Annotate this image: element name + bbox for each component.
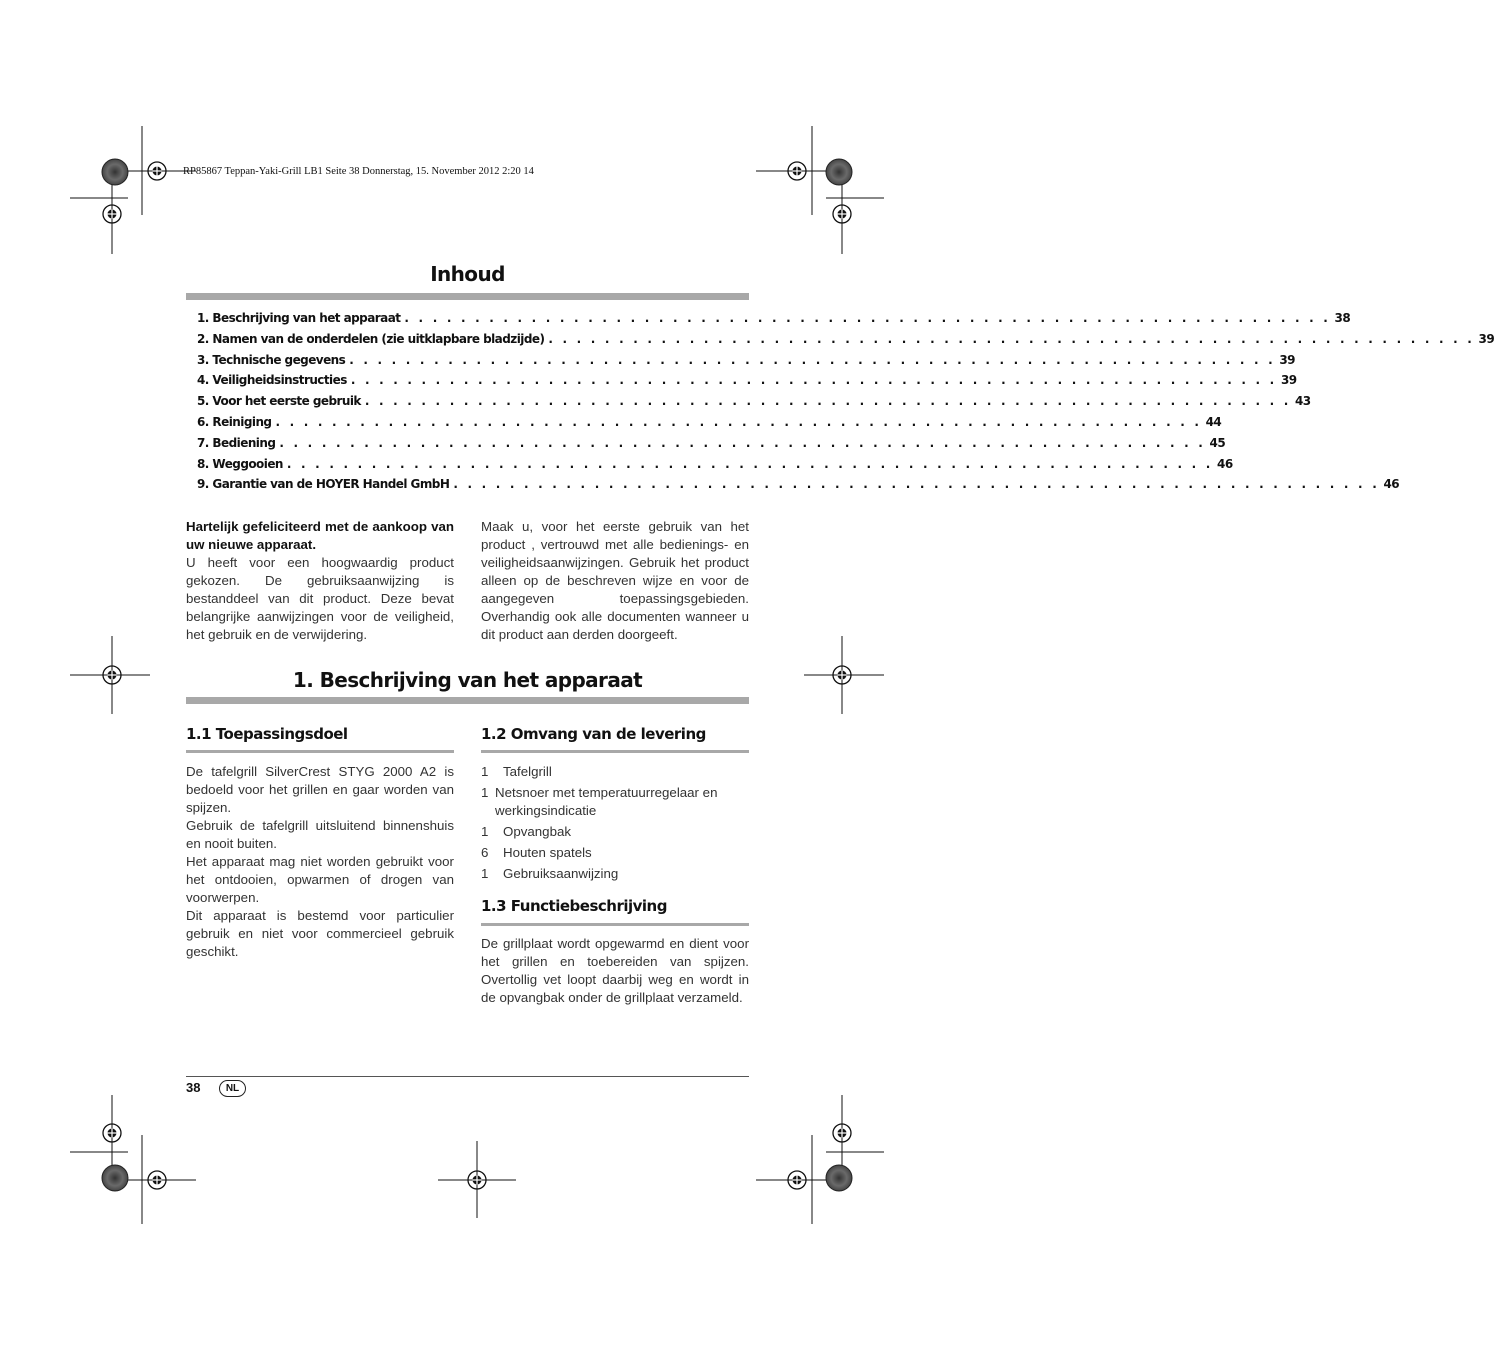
crop-mark-bottom-right <box>756 1095 884 1224</box>
list-item-text: Opvangbak <box>503 824 572 839</box>
toc-title: Inhoud <box>430 262 505 286</box>
toc-entry-label: 4. Veiligheidsinstructies <box>197 373 347 388</box>
list-item <box>481 865 749 883</box>
toc-leader-dots: . . . . . . . . . . . . . . . . . . . . . . . . . . . . . . . . . . . . . . . . . . . . . . . . . . . . . . . . . . . . . . . . . . <box>453 477 1380 492</box>
subsection-bar <box>481 923 749 926</box>
toc-entry-page: 39 <box>1279 352 1295 367</box>
language-badge: NL <box>219 1080 246 1097</box>
crop-mark-top-left <box>70 126 196 254</box>
toc-entry-label: 8. Weggooien <box>197 456 283 471</box>
intro-right-column <box>481 518 749 644</box>
crop-mark-top-right <box>756 126 884 254</box>
intro-heading: Hartelijk gefeliciteerd met de aankoop van uw nieuwe apparaat. <box>186 519 454 552</box>
toc-entry-page: 46 <box>1383 477 1400 492</box>
subsection-bar <box>481 750 749 753</box>
paragraph: Dit apparaat is bestemd voor particulier gebruik en niet voor commercieel gebruik geschikt. <box>186 908 454 959</box>
subsection-bar <box>186 750 454 753</box>
list-item-qty: 1 <box>481 866 489 881</box>
toc-leader-dots: . . . . . . . . . . . . . . . . . . . . . . . . . . . . . . . . . . . . . . . . . . . . . . . . . . . . . . . . . . . . . . . . . . <box>364 394 1291 409</box>
table-of-contents <box>197 311 1494 498</box>
paragraph: Gebruik de tafelgrill uitsluitend binnenshuis en nooit buiten. <box>186 818 454 851</box>
toc-entry[interactable] <box>197 435 1226 457</box>
toc-entry-page: 38 <box>1334 311 1351 325</box>
intro-left-text: U heeft voor een hoogwaardig product gekozen. De gebruiksaanwijzing is bestanddeel van dit product. Deze bevat belangrijke aanwijzingen voor de veiligheid, het gebruik en de verwijdering. <box>186 555 454 642</box>
toc-entry-page: 43 <box>1295 394 1311 409</box>
subsection-title-1-2: 1.2 Omvang van de levering <box>481 725 706 743</box>
intro-left-column <box>186 518 454 644</box>
toc-entry-page: 39 <box>1478 331 1494 346</box>
paragraph: Het apparaat mag niet worden gebruikt voor het ontdooien, opwarmen of drogen van voorwerpen. <box>186 854 454 905</box>
list-item-text: Houten spatels <box>503 845 592 860</box>
section-title: 1. Beschrijving van het apparaat <box>292 668 643 692</box>
toc-entry[interactable] <box>197 373 1297 394</box>
toc-entry[interactable] <box>197 414 1222 436</box>
toc-entry[interactable] <box>197 394 1311 415</box>
toc-entry-label: 3. Technische gegevens <box>197 352 346 367</box>
toc-entry[interactable] <box>197 311 1351 332</box>
crop-mark-middle-right <box>804 636 884 714</box>
toc-entry-page: 39 <box>1280 373 1297 388</box>
print-info: RP85867 Teppan-Yaki-Grill LB1 Seite 38 Donnerstag, 15. November 2012 2:20 14 <box>183 166 534 177</box>
list-item-qty: 6 <box>481 845 489 860</box>
toc-entry-label: 5. Voor het eerste gebruik <box>197 394 361 409</box>
toc-entry-label: 6. Reiniging <box>197 414 272 429</box>
toc-entry[interactable] <box>197 352 1295 374</box>
subsection-1-3-body <box>481 935 749 1007</box>
list-item-text: Netsnoer met temperatuurregelaar en werkingsindicatie <box>495 785 718 818</box>
toc-entry-label: 7. Bediening <box>197 435 276 450</box>
toc-leader-dots: . . . . . . . . . . . . . . . . . . . . . . . . . . . . . . . . . . . . . . . . . . . . . . . . . . . . . . . . . . . . . . . . . . <box>548 331 1475 346</box>
toc-entry-page: 46 <box>1217 456 1233 471</box>
toc-leader-dots: . . . . . . . . . . . . . . . . . . . . . . . . . . . . . . . . . . . . . . . . . . . . . . . . . . . . . . . . . . . . . . . . . . <box>349 352 1276 367</box>
toc-entry-label: 2. Namen van de onderdelen (zie uitklapbare bladzijde) <box>197 331 545 346</box>
toc-entry-label: 1. Beschrijving van het apparaat <box>197 311 401 325</box>
list-item-text: Tafelgrill <box>503 764 552 779</box>
list-item <box>481 844 749 862</box>
toc-title-bar <box>186 293 749 300</box>
toc-entry-label: 9. Garantie van de HOYER Handel GmbH <box>197 477 450 492</box>
toc-entry[interactable] <box>197 456 1233 478</box>
paragraph: De tafelgrill SilverCrest STYG 2000 A2 is bedoeld voor het grillen en gaar worden van spijzen. <box>186 764 454 815</box>
toc-leader-dots: . . . . . . . . . . . . . . . . . . . . . . . . . . . . . . . . . . . . . . . . . . . . . . . . . . . . . . . . . . . . . . . . . . <box>286 456 1214 471</box>
list-item <box>481 763 749 781</box>
list-item <box>481 784 749 820</box>
toc-entry[interactable] <box>197 477 1400 498</box>
list-item-qty: 1 <box>481 764 489 779</box>
toc-leader-dots: . . . . . . . . . . . . . . . . . . . . . . . . . . . . . . . . . . . . . . . . . . . . . . . . . . . . . . . . . . . . . . . . . . <box>275 414 1202 429</box>
toc-leader-dots: . . . . . . . . . . . . . . . . . . . . . . . . . . . . . . . . . . . . . . . . . . . . . . . . . . . . . . . . . . . . . . . . . . <box>404 311 1331 325</box>
section-title-bar <box>186 697 749 704</box>
toc-entry-page: 45 <box>1209 435 1226 450</box>
list-item-qty: 1 <box>481 824 489 839</box>
crop-mark-bottom-middle <box>438 1141 516 1218</box>
delivery-list <box>481 763 749 883</box>
toc-leader-dots: . . . . . . . . . . . . . . . . . . . . . . . . . . . . . . . . . . . . . . . . . . . . . . . . . . . . . . . . . . . . . . . . . . <box>350 373 1277 388</box>
toc-entry[interactable] <box>197 331 1494 353</box>
subsection-1-1-body <box>186 763 454 961</box>
list-item-qty: 1 <box>481 785 489 800</box>
paragraph: De grillplaat wordt opgewarmd en dient voor het grillen en toebereiden van spijzen. Overtollig vet loopt daarbij weg en wordt in de opvangbak onder de grillplaat verzameld. <box>481 936 749 1005</box>
page-number: 38 <box>186 1080 201 1095</box>
subsection-title-1-1: 1.1 Toepassingsdoel <box>186 725 348 743</box>
crop-mark-bottom-left <box>70 1095 196 1224</box>
list-item-text: Gebruiksaanwijzing <box>503 866 619 881</box>
toc-entry-page: 44 <box>1205 414 1222 429</box>
footer-rule <box>186 1076 749 1077</box>
subsection-title-1-3: 1.3 Functiebeschrijving <box>481 897 667 915</box>
crop-mark-middle-left <box>70 636 150 714</box>
toc-leader-dots: . . . . . . . . . . . . . . . . . . . . . . . . . . . . . . . . . . . . . . . . . . . . . . . . . . . . . . . . . . . . . . . . . . <box>279 435 1206 450</box>
list-item <box>481 823 749 841</box>
intro-right-text: Maak u, voor het eerste gebruik van het product , vertrouwd met alle bedienings- en veiligheidsaanwijzingen. Gebruik het product alleen op de beschreven wijze en voor de aangegeven toepassingsgebieden. Overhandig ook alle documenten wanneer u dit product aan derden doorgeeft. <box>481 519 749 642</box>
